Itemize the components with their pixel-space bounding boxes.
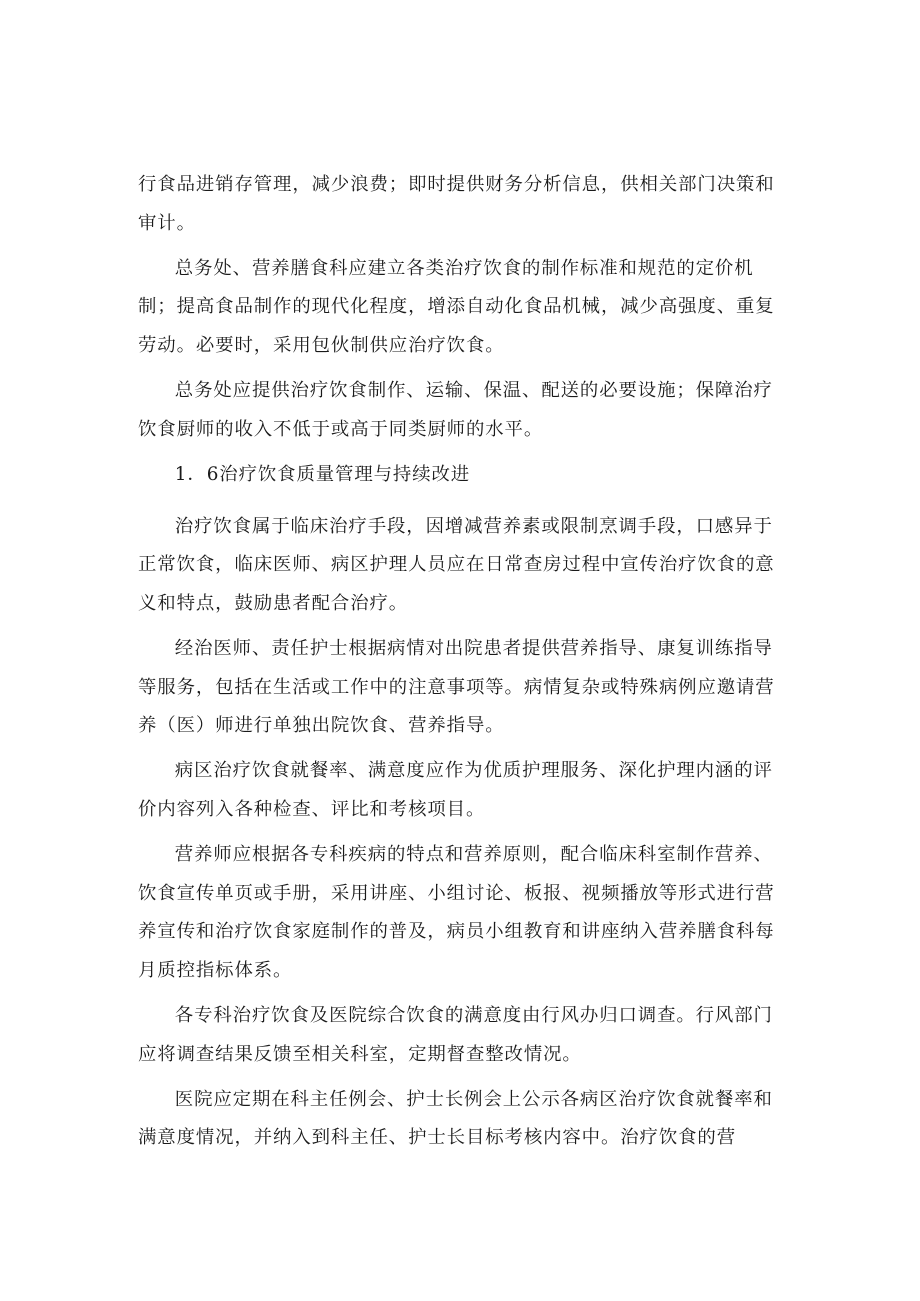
- section-heading: 1．6治疗饮食质量管理与持续改进: [174, 463, 471, 485]
- paragraph-evaluation: 病区治疗饮食就餐率、满意度应作为优质护理服务、深化护理内涵的评价内容列入各种检查、评比和考核项目。: [138, 760, 773, 820]
- paragraph-publication: 医院应定期在科主任例会、护士长例会上公示各病区治疗饮食就餐率和满意度情况，并纳入到科主任、护士长目标考核内容中。治疗饮食的营: [138, 1088, 773, 1149]
- paragraph-discharge-guidance: 经治医师、责任护士根据病情对出院患者提供营养指导、康复训练指导等服务，包括在生活或工作中的注意事项等。病情复杂或特殊病例应邀请营养（医）师进行单独出院饮食、营养指导。: [138, 637, 775, 737]
- paragraph-facilities: 总务处应提供治疗饮食制作、运输、保温、配送的必要设施；保障治疗饮食厨师的收入不低于或高于同类厨师的水平。: [138, 380, 773, 440]
- paragraph-clinical-means: 治疗饮食属于临床治疗手段，因增减营养素或限制烹调手段，口感异于正常饮食，临床医师、病区护理人员应在日常查房过程中宣传治疗饮食的意义和特点，鼓励患者配合治疗。: [138, 515, 775, 614]
- paragraph-continued: 行食品进销存管理，减少浪费；即时提供财务分析信息，供相关部门决策和审计。: [138, 174, 775, 234]
- paragraph-satisfaction-survey: 各专科治疗饮食及医院综合饮食的满意度由行风办归口调查。行风部门应将调查结果反馈至相关科室，定期督查整改情况。: [138, 1005, 773, 1065]
- paragraph-standards: 总务处、营养膳食科应建立各类治疗饮食的制作标准和规范的定价机制；提高食品制作的现代化程度，增添自动化食品机械，减少高强度、重复劳动。必要时，采用包伙制供应治疗饮食。: [138, 257, 775, 356]
- paragraph-nutrition-education: 营养师应根据各专科疾病的特点和营养原则，配合临床科室制作营养、饮食宣传单页或手册，采用讲座、小组讨论、板报、视频播放等形式进行营养宣传和治疗饮食家庭制作的普及，病员小组教育和讲座纳入营养膳食科每月质控指标体系。: [138, 844, 775, 981]
- document-body: [138, 166, 784, 1165]
